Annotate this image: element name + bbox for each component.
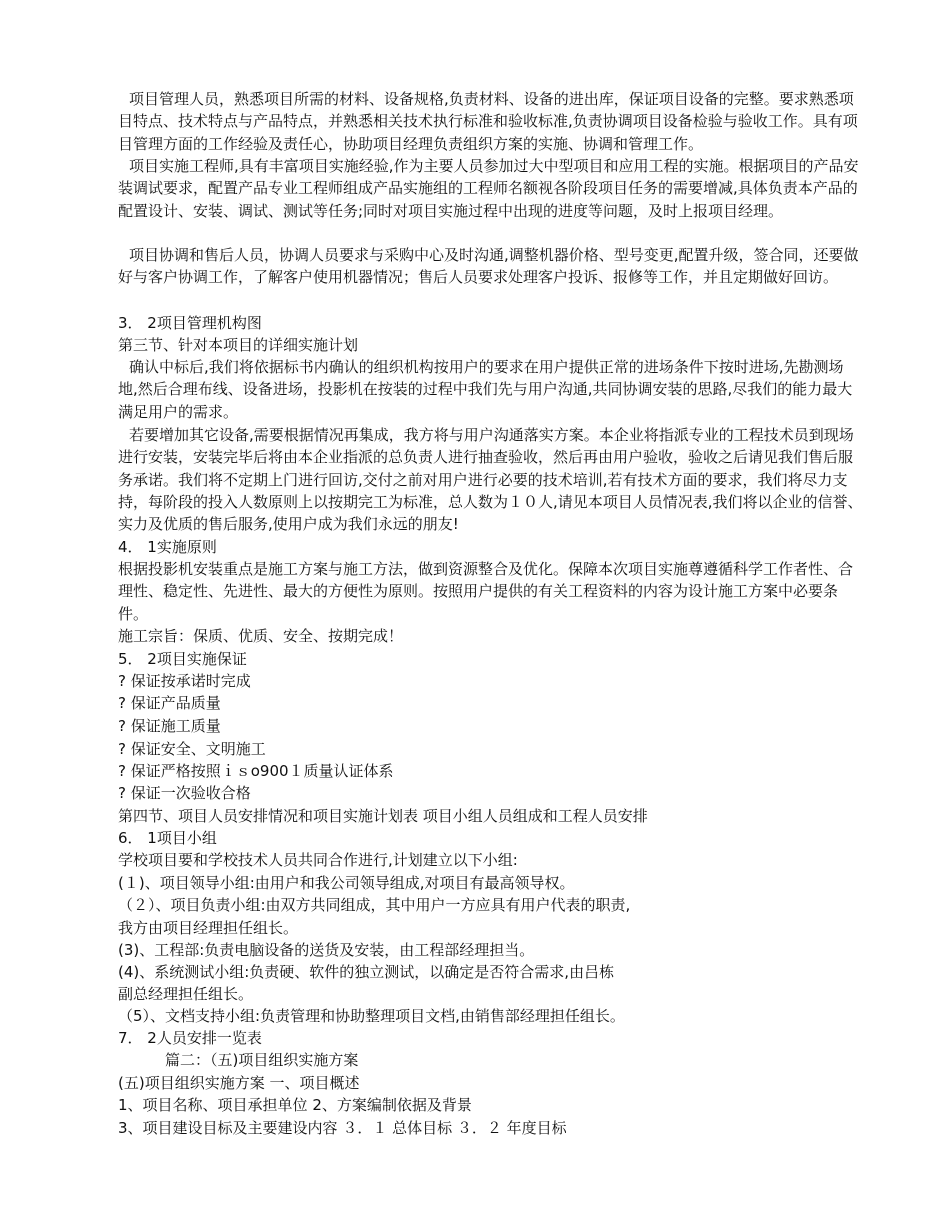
- paragraph-groups-intro: 学校项目要和学校技术人员共同合作进行,计划建立以下小组:: [118, 851, 518, 869]
- heading-6-1: 6． 1项目小组: [118, 829, 217, 847]
- heading-3-2: 3． 2项目管理机构图: [118, 314, 262, 332]
- group-item: （5）、文档支持小组:负责管理和协助整理项目文档,由销售部经理担任组长。: [118, 1007, 625, 1025]
- guarantee-item: ? 保证一次验收合格: [118, 784, 251, 802]
- outline-line: 1、项目名称、项目承担单位 2、方案编制依据及背景: [118, 1096, 472, 1114]
- paragraph-project-management-staff: 项目管理人员，熟悉项目所需的材料、设备规格,负责材料、设备的进出库，保证项目设备的完整。要求熟悉项目特点、技术特点与产品特点，并熟悉相关技术执行标准和验收标准,负责协调项目设备检验与验收工作。具有项目管理方面的工作经验及责任心，协助项目经理负责组织方案的实施、协调和管理工作。: [118, 90, 858, 153]
- group-item-continued: 副总经理担任组长。: [118, 985, 254, 1003]
- group-item: (4)、系统测试小组:负责硬、软件的独立测试，以确定是否符合需求,由吕栋: [118, 963, 615, 981]
- guarantee-item: ? 保证产品质量: [118, 694, 221, 712]
- group-item: （２）、项目负责小组:由双方共同组成，其中用户一方应具有用户代表的职责,: [118, 896, 631, 914]
- paragraph-after-winning-bid: 确认中标后,我们将依据标书内确认的组织机构按用户的要求在用户提供正常的进场条件下按时进场,先勘测场地,然后合理布线、设备进场，投影机在按装的过程中我们先与用户沟通,共同协调安装的思路,尽我们的能力最大满足用户的需求。: [118, 358, 853, 421]
- outline-line: 3、项目建设目标及主要建设内容 ３．１ 总体目标 ３．２ 年度目标: [118, 1119, 567, 1137]
- paragraph-additional-equipment: 若要增加其它设备,需要根据情况再集成，我方将与用户沟通落实方案。本企业将指派专业的工程技术员到现场进行安装，安装完毕后将由本企业指派的总负责人进行抽查验收，然后再由用户验收，验收之后请见我们售后服务承诺。我们将不定期上门进行回访,交付之前对用户进行必要的技术培训,若有技术方面的要求，我们将尽力支持，每阶段的投入人数原则上以按期完工为标准，总人数为１０人,请见本项目人员情况表,我们将以企业的信誉、实力及优质的售后服务,使用户成为我们永远的朋友!: [118, 426, 863, 534]
- heading-7-2: 7． 2人员安排一览表: [118, 1029, 262, 1047]
- part-two-title: 篇二：（五)项目组织实施方案: [165, 1051, 359, 1069]
- paragraph-implementation-principles: 根据投影机安装重点是施工方案与施工方法，做到资源整合及优化。保障本次项目实施尊遵循科学工作者性、合理性、稳定性、先进性、最大的方便性为原则。按照用户提供的有关工程资料的内容为设计施工方案中必要条件。: [118, 560, 854, 623]
- group-item: (１)、项目领导小组:由用户和我公司领导组成,对项目有最高领导权。: [118, 874, 575, 892]
- paragraph-implementation-engineer: 项目实施工程师,具有丰富项目实施经验,作为主要人员参加过大中型项目和应用工程的实施。根据项目的产品安装调试要求，配置产品专业工程师组成产品实施组的工程师名额视各阶段项目任务的需要增减,具体负责本产品的配置设计、安装、调试、测试等任务;同时对项目实施过程中出现的进度等问题，及时上报项目经理。: [118, 157, 859, 220]
- guarantee-item: ? 保证安全、文明施工: [118, 740, 266, 758]
- heading-5-2: 5． 2项目实施保证: [118, 650, 247, 668]
- outline-line: (五)项目组织实施方案 一、项目概述: [118, 1074, 360, 1092]
- group-item-continued: 我方由项目经理担任组长。: [118, 919, 299, 937]
- section-3-title: 第三节、针对本项目的详细实施计划: [118, 336, 359, 354]
- guarantee-item: ? 保证严格按照ｉｓo900１质量认证体系: [118, 762, 394, 780]
- guarantee-item: ? 保证按承诺时完成: [118, 672, 251, 690]
- section-4-title: 第四节、项目人员安排情况和项目实施计划表 项目小组人员组成和工程人员安排: [118, 807, 648, 825]
- construction-purpose: 施工宗旨：保质、优质、安全、按期完成！: [118, 627, 404, 645]
- guarantee-item: ? 保证施工质量: [118, 717, 221, 735]
- paragraph-coordination-aftersales: 项目协调和售后人员，协调人员要求与采购中心及时沟通,调整机器价格、型号变更,配置升级，签合同，还要做好与客户协调工作，了解客户使用机器情况；售后人员要求处理客户投诉、报修等工作，并且定期做好回访。: [118, 246, 859, 287]
- heading-4-1: 4． 1实施原则: [118, 538, 217, 556]
- group-item: (3)、工程部:负责电脑设备的送货及安装，由工程部经理担当。: [118, 941, 535, 959]
